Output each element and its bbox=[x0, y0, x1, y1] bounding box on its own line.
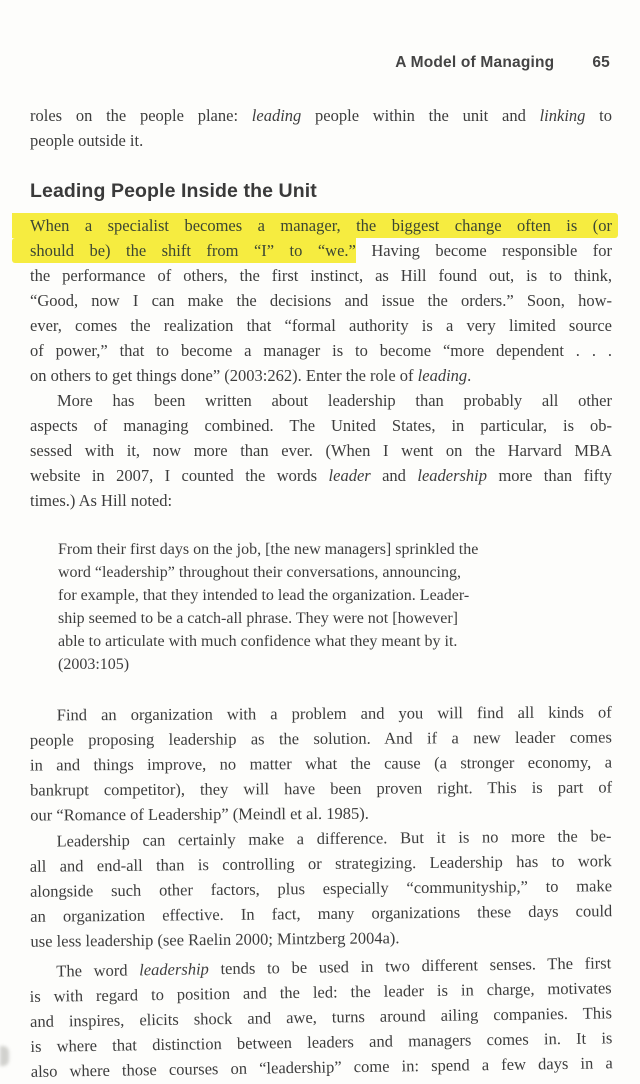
text-line bbox=[30, 413, 612, 438]
highlighted-text: When a specialist becomes a manager, the biggest change often is (or bbox=[12, 213, 618, 238]
text-line bbox=[30, 923, 612, 954]
paragraph bbox=[30, 388, 612, 513]
text-segment: ever, comes the realization that “formal authority is a very limited source bbox=[30, 316, 612, 335]
paragraph bbox=[29, 823, 612, 954]
text-segment: an organization effective. In fact, many organizations these days could bbox=[30, 901, 613, 926]
text-line bbox=[58, 538, 566, 561]
text-segment: leadership bbox=[139, 959, 210, 980]
text-segment: times.) As Hill noted: bbox=[30, 491, 173, 510]
text-segment: of power,” that to become a manager is to become “more dependent . . . bbox=[30, 341, 612, 360]
text-line bbox=[30, 388, 612, 413]
text-line bbox=[30, 438, 612, 463]
text-line bbox=[30, 338, 612, 363]
text-segment: word “leadership” throughout their conversations, announcing, bbox=[58, 564, 461, 581]
text-line bbox=[30, 128, 612, 153]
text-line bbox=[58, 630, 566, 653]
text-line bbox=[30, 724, 612, 752]
text-line bbox=[58, 584, 566, 607]
text-segment: More has been written about leadership than probably all other bbox=[57, 391, 612, 410]
paragraph bbox=[30, 103, 612, 153]
text-line bbox=[30, 774, 612, 802]
text-segment: ship seemed to be a catch-all phrase. They were not [however] bbox=[58, 610, 458, 627]
highlighted-text: should be) the shift from “I” to “we.” bbox=[12, 238, 356, 263]
text-line bbox=[30, 463, 612, 488]
text-segment: (2003:105) bbox=[58, 656, 130, 673]
text-line bbox=[30, 699, 612, 727]
text-segment: leader bbox=[328, 466, 371, 485]
text-segment: on others to get things done” (2003:262). Enter the role of bbox=[30, 366, 418, 385]
text-segment: and inspires, elicits shock and awe, turns around ailing companies. This bbox=[29, 1003, 613, 1031]
text-line bbox=[58, 607, 566, 630]
text-segment: for example, that they intended to lead the organization. Leader- bbox=[58, 587, 470, 604]
paragraph bbox=[30, 213, 612, 388]
text-segment: roles on the people plane: bbox=[30, 106, 252, 125]
text-segment: leading bbox=[251, 106, 302, 125]
text-segment: is where that distinction between leaders and managers comes in. It is bbox=[30, 1028, 613, 1056]
running-head-title: A Model of Managing bbox=[395, 54, 555, 71]
text-segment: Leadership can certainly make a difference. But it is no more the be- bbox=[56, 826, 612, 851]
text-segment: website in 2007, I counted the words bbox=[30, 466, 329, 485]
text-segment: tends to be used in two different senses. The first bbox=[208, 953, 612, 979]
text-segment: sessed with it, now more than ever. (When I went on the Harvard MBA bbox=[30, 441, 612, 460]
paragraph bbox=[30, 699, 613, 827]
scan-artifact bbox=[0, 1046, 9, 1066]
text-line bbox=[30, 363, 612, 388]
page-content bbox=[29, 103, 613, 1081]
text-segment: more than fifty bbox=[487, 466, 613, 485]
text-line bbox=[30, 749, 612, 777]
text-segment: in and things improve, no matter what the cause (a stronger economy, a bbox=[29, 752, 613, 775]
section-heading: Leading People Inside the Unit bbox=[30, 180, 317, 202]
text-segment: leading bbox=[417, 366, 468, 385]
text-segment: “Good, now I can make the decisions and issue the orders.” Soon, how- bbox=[30, 291, 612, 310]
text-segment: use less leadership (see Raelin 2000; Mintzberg 2004a). bbox=[30, 928, 400, 951]
text-segment: our “Romance of Leadership” (Meindl et al. 1985). bbox=[30, 803, 369, 825]
text-segment: also where those courses on “leadership” come in: spend a few days in a bbox=[30, 1053, 613, 1081]
text-line bbox=[30, 263, 612, 288]
text-segment: the performance of others, the first instinct, as Hill found out, is to think, bbox=[30, 266, 612, 285]
text-line bbox=[58, 561, 566, 584]
text-segment: From their first days on the job, [the new managers] sprinkled the bbox=[58, 541, 479, 558]
text-line bbox=[30, 313, 612, 338]
text-line bbox=[30, 488, 612, 513]
text-segment: . bbox=[467, 366, 472, 385]
block-quote bbox=[58, 538, 566, 676]
page-number: 65 bbox=[592, 54, 610, 71]
text-line bbox=[30, 213, 612, 238]
text-segment: The word bbox=[56, 960, 140, 981]
text-line bbox=[30, 103, 612, 128]
text-segment: to bbox=[585, 106, 612, 125]
text-segment: is with regard to position and the led: the leader is in charge, motivates bbox=[29, 978, 612, 1006]
text-segment: linking bbox=[539, 106, 586, 125]
text-line bbox=[58, 653, 566, 676]
running-head bbox=[30, 54, 610, 72]
paragraph bbox=[29, 950, 613, 1084]
text-segment: people within the unit and bbox=[301, 106, 540, 125]
text-line bbox=[30, 288, 612, 313]
text-line bbox=[30, 238, 612, 263]
text-segment: Find an organization with a problem and you will find all kinds of bbox=[56, 702, 612, 725]
text-segment: bankrupt competitor), they will have been proven right. This is part of bbox=[30, 777, 613, 800]
text-segment: leadership bbox=[417, 466, 488, 485]
text-segment: all and end-all than is controlling or strategizing. Leadership has to work bbox=[29, 851, 612, 876]
text-segment: aspects of managing combined. The United States, in particular, is ob- bbox=[30, 416, 612, 435]
text-segment: alongside such other factors, plus especially “communityship,” to make bbox=[29, 876, 613, 901]
text-segment: people outside it. bbox=[30, 131, 144, 150]
text-segment: Having become responsible for bbox=[355, 241, 612, 260]
text-segment: and bbox=[370, 466, 418, 485]
text-segment: able to articulate with much confidence what they meant by it. bbox=[58, 633, 458, 650]
text-segment: people proposing leadership as the solution. And if a new leader comes bbox=[29, 727, 612, 750]
